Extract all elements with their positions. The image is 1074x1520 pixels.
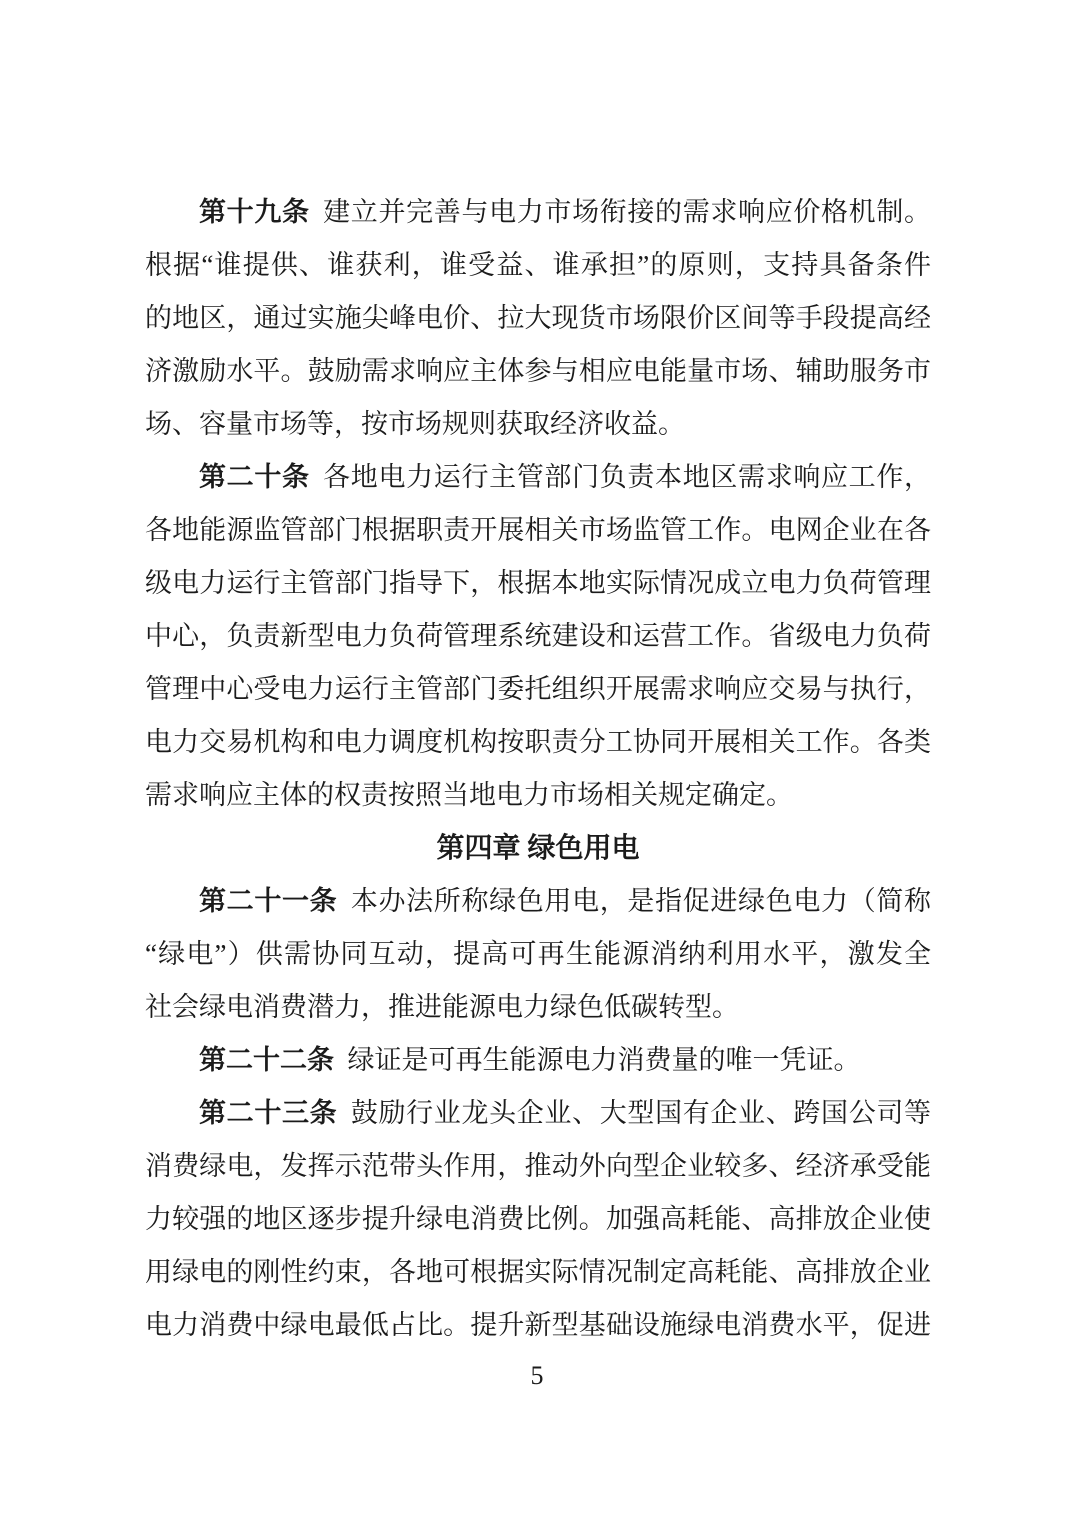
paragraph-line — [145, 451, 931, 504]
paragraph-line: 济激励水平。鼓励需求响应主体参与相应电能量市场、辅助服务市 — [145, 356, 931, 386]
line-text: 建立并完善与电力市场衔接的需求响应价格机制。 — [323, 197, 931, 227]
paragraph-line: 电力消费中绿电最低占比。提升新型基础设施绿电消费水平，促进 — [145, 1310, 931, 1340]
article-number: 第二十三条 — [199, 1098, 338, 1128]
paragraph-line: “绿电”）供需协同互动，提高可再生能源消纳利用水平，激发全 — [145, 939, 931, 969]
paragraph-line: 场、容量市场等，按市场规则获取经济收益。 — [145, 409, 685, 439]
article-paragraph-20 — [145, 451, 931, 822]
page-number: 5 — [530, 1361, 544, 1390]
paragraph-line — [145, 1087, 931, 1140]
paragraph-line — [145, 1034, 931, 1087]
article-number: 第二十二条 — [199, 1045, 334, 1075]
line-text: 绿证是可再生能源电力消费量的唯一凭证。 — [347, 1045, 861, 1075]
paragraph-line: 消费绿电，发挥示范带头作用，推动外向型企业较多、经济承受能 — [145, 1151, 931, 1181]
article-paragraph-19 — [145, 186, 931, 451]
article-number: 第十九条 — [199, 197, 310, 227]
paragraph-line: 用绿电的刚性约束，各地可根据实际情况制定高耗能、高排放企业 — [145, 1257, 931, 1287]
article-paragraph-23 — [145, 1087, 931, 1352]
paragraph-line: 各地能源监管部门根据职责开展相关市场监管工作。电网企业在各 — [145, 515, 931, 545]
article-number: 第二十条 — [199, 462, 310, 492]
paragraph-line: 电力交易机构和电力调度机构按职责分工协同开展相关工作。各类 — [145, 727, 931, 757]
line-text: 各地电力运行主管部门负责本地区需求响应工作， — [323, 462, 931, 492]
article-paragraph-22 — [145, 1034, 931, 1087]
chapter-heading: 第四章 绿色用电 — [436, 833, 640, 864]
line-text: 本办法所称绿色用电，是指促进绿色电力（简称 — [350, 886, 932, 916]
article-paragraph-21 — [145, 875, 931, 1034]
paragraph-line: 管理中心受电力运行主管部门委托组织开展需求响应交易与执行， — [145, 674, 931, 704]
paragraph-line: 的地区，通过实施尖峰电价、拉大现货市场限价区间等手段提高经 — [145, 303, 931, 333]
document-body — [145, 186, 931, 1352]
paragraph-line: 力较强的地区逐步提升绿电消费比例。加强高耗能、高排放企业使 — [145, 1204, 931, 1234]
article-number: 第二十一条 — [199, 886, 338, 916]
paragraph-line: 中心，负责新型电力负荷管理系统建设和运营工作。省级电力负荷 — [145, 621, 931, 651]
paragraph-line — [145, 186, 931, 239]
paragraph-line: 级电力运行主管部门指导下，根据本地实际情况成立电力负荷管理 — [145, 568, 931, 598]
paragraph-line — [145, 875, 931, 928]
line-text: 鼓励行业龙头企业、大型国有企业、跨国公司等 — [350, 1098, 932, 1128]
paragraph-line: 社会绿电消费潜力，推进能源电力绿色低碳转型。 — [145, 992, 739, 1022]
paragraph-line: 需求响应主体的权责按照当地电力市场相关规定确定。 — [145, 780, 793, 810]
paragraph-line: 根据“谁提供、谁获利，谁受益、谁承担”的原则，支持具备条件 — [145, 250, 931, 280]
